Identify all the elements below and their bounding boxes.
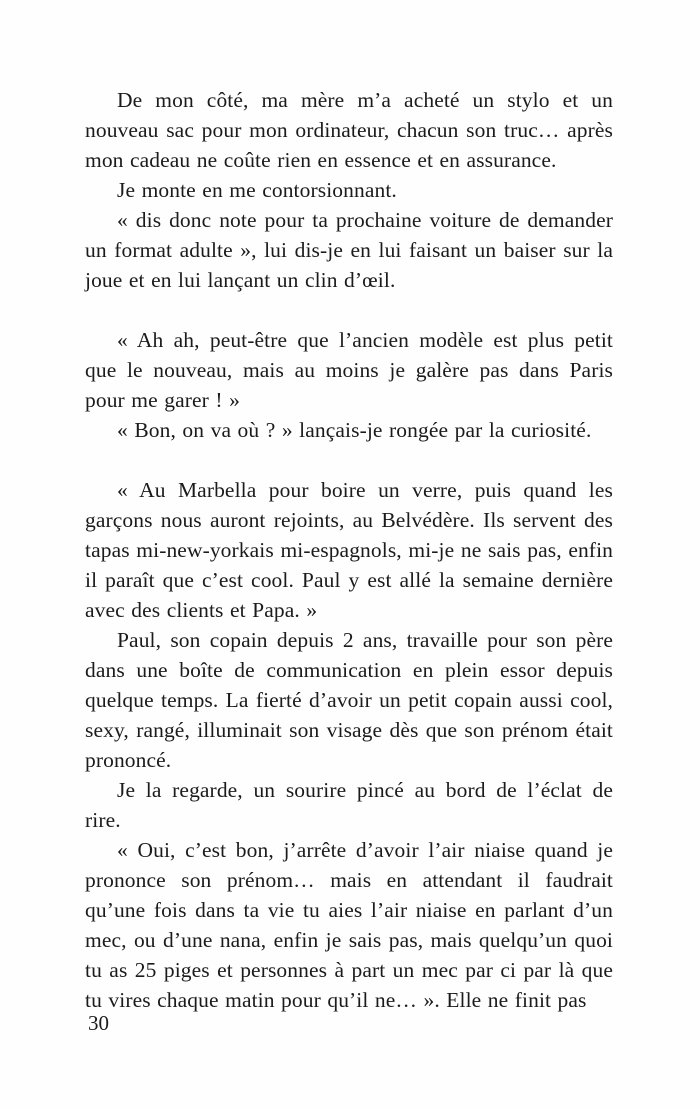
paragraph: Je monte en me contorsionnant.: [117, 178, 397, 202]
page-number: 30: [88, 1011, 109, 1035]
paragraph: Je la regarde, un sourire pincé au bord de l’éclat de rire.: [85, 778, 613, 832]
paragraph: De mon côté, ma mère m’a acheté un stylo et un nouveau sac pour mon ordinateur, chacun son truc… après mon cadeau ne coûte rien en essence et en assurance.: [85, 88, 613, 172]
section-gap: [85, 445, 613, 475]
paragraph: « Au Marbella pour boire un verre, puis quand les garçons nous auront rejoints, au Belvédère. Ils servent des tapas mi-new-yorkais mi-espagnols, mi-je ne sais pas, enfin il paraît que c’est cool. Paul y est allé la semaine dernière avec des clients et Papa. »: [85, 478, 613, 622]
paragraph: « Bon, on va où ? » lançais-je rongée par la curiosité.: [117, 418, 592, 442]
page-body-text: [85, 85, 613, 1015]
paragraph: « dis donc note pour ta prochaine voiture de demander un format adulte », lui dis-je en lui faisant un baiser sur la joue et en lui lançant un clin d’œil.: [85, 208, 613, 292]
section-gap: [85, 295, 613, 325]
paragraph: Paul, son copain depuis 2 ans, travaille pour son père dans une boîte de communication en plein essor depuis quelque temps. La fierté d’avoir un petit copain aussi cool, sexy, rangé, illuminait son visage dès que son prénom était prononcé.: [85, 628, 613, 772]
paragraph: « Oui, c’est bon, j’arrête d’avoir l’air niaise quand je prononce son prénom… mais en attendant il faudrait qu’une fois dans ta vie tu aies l’air niaise en parlant d’un mec, ou d’une nana, enfin je sais pas, mais quelqu’un quoi tu as 25 piges et personnes à part un mec par ci par là que tu vires chaque matin pour qu’il ne… ». Elle ne finit pas: [85, 838, 613, 1012]
paragraph: « Ah ah, peut-être que l’ancien modèle est plus petit que le nouveau, mais au moins je galère pas dans Paris pour me garer ! »: [85, 328, 613, 412]
